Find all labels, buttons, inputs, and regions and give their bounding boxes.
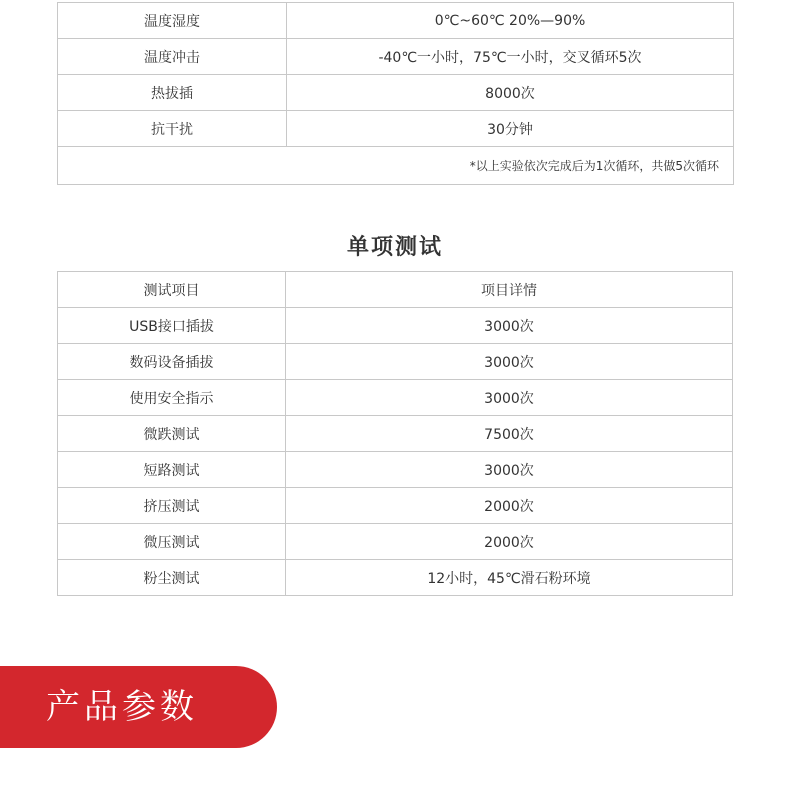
test-item-cell: USB接口插拔 bbox=[58, 308, 286, 344]
test-detail-cell: 3000次 bbox=[286, 344, 733, 380]
test-item-cell: 微跌测试 bbox=[58, 416, 286, 452]
column-header-item: 测试项目 bbox=[58, 272, 286, 308]
test-item-cell: 挤压测试 bbox=[58, 488, 286, 524]
test-detail-cell: 2000次 bbox=[286, 524, 733, 560]
table-row bbox=[58, 524, 733, 560]
test-detail-cell: 3000次 bbox=[286, 452, 733, 488]
table-row bbox=[58, 560, 733, 596]
test-detail-cell: 3000次 bbox=[286, 380, 733, 416]
test-detail-cell: 3000次 bbox=[286, 308, 733, 344]
section-title: 单项测试 bbox=[346, 235, 443, 260]
table-row bbox=[58, 308, 733, 344]
table-row bbox=[58, 380, 733, 416]
test-detail-cell: 0℃~60℃ 20%—90% bbox=[287, 3, 734, 39]
test-item-cell: 使用安全指示 bbox=[58, 380, 286, 416]
product-params-banner bbox=[0, 666, 277, 748]
table-row bbox=[58, 416, 733, 452]
cycle-note: *以上实验依次完成后为1次循环，共做5次循环 bbox=[58, 147, 734, 185]
table-row bbox=[58, 344, 733, 380]
test-item-cell: 温度湿度 bbox=[58, 3, 287, 39]
table-row bbox=[58, 488, 733, 524]
test-item-cell: 短路测试 bbox=[58, 452, 286, 488]
test-detail-cell: -40℃一小时，75℃一小时，交叉循环5次 bbox=[287, 39, 734, 75]
test-detail-cell: 12小时，45℃滑石粉环境 bbox=[286, 560, 733, 596]
test-item-cell: 数码设备插拔 bbox=[58, 344, 286, 380]
test-item-cell: 抗干扰 bbox=[58, 111, 287, 147]
table-row bbox=[58, 75, 734, 111]
table-row bbox=[58, 3, 734, 39]
single-test-table bbox=[57, 271, 733, 596]
table-note-row bbox=[58, 147, 734, 185]
table-row bbox=[58, 452, 733, 488]
banner-label: 产品参数 bbox=[46, 687, 198, 727]
environment-test-table bbox=[57, 2, 734, 185]
test-detail-cell: 30分钟 bbox=[287, 111, 734, 147]
test-item-cell: 粉尘测试 bbox=[58, 560, 286, 596]
test-detail-cell: 8000次 bbox=[287, 75, 734, 111]
column-header-detail: 项目详情 bbox=[286, 272, 733, 308]
table-row bbox=[58, 39, 734, 75]
test-item-cell: 热拔插 bbox=[58, 75, 287, 111]
table-row bbox=[58, 111, 734, 147]
test-detail-cell: 7500次 bbox=[286, 416, 733, 452]
test-item-cell: 微压测试 bbox=[58, 524, 286, 560]
test-item-cell: 温度冲击 bbox=[58, 39, 287, 75]
table-header-row bbox=[58, 272, 733, 308]
test-detail-cell: 2000次 bbox=[286, 488, 733, 524]
